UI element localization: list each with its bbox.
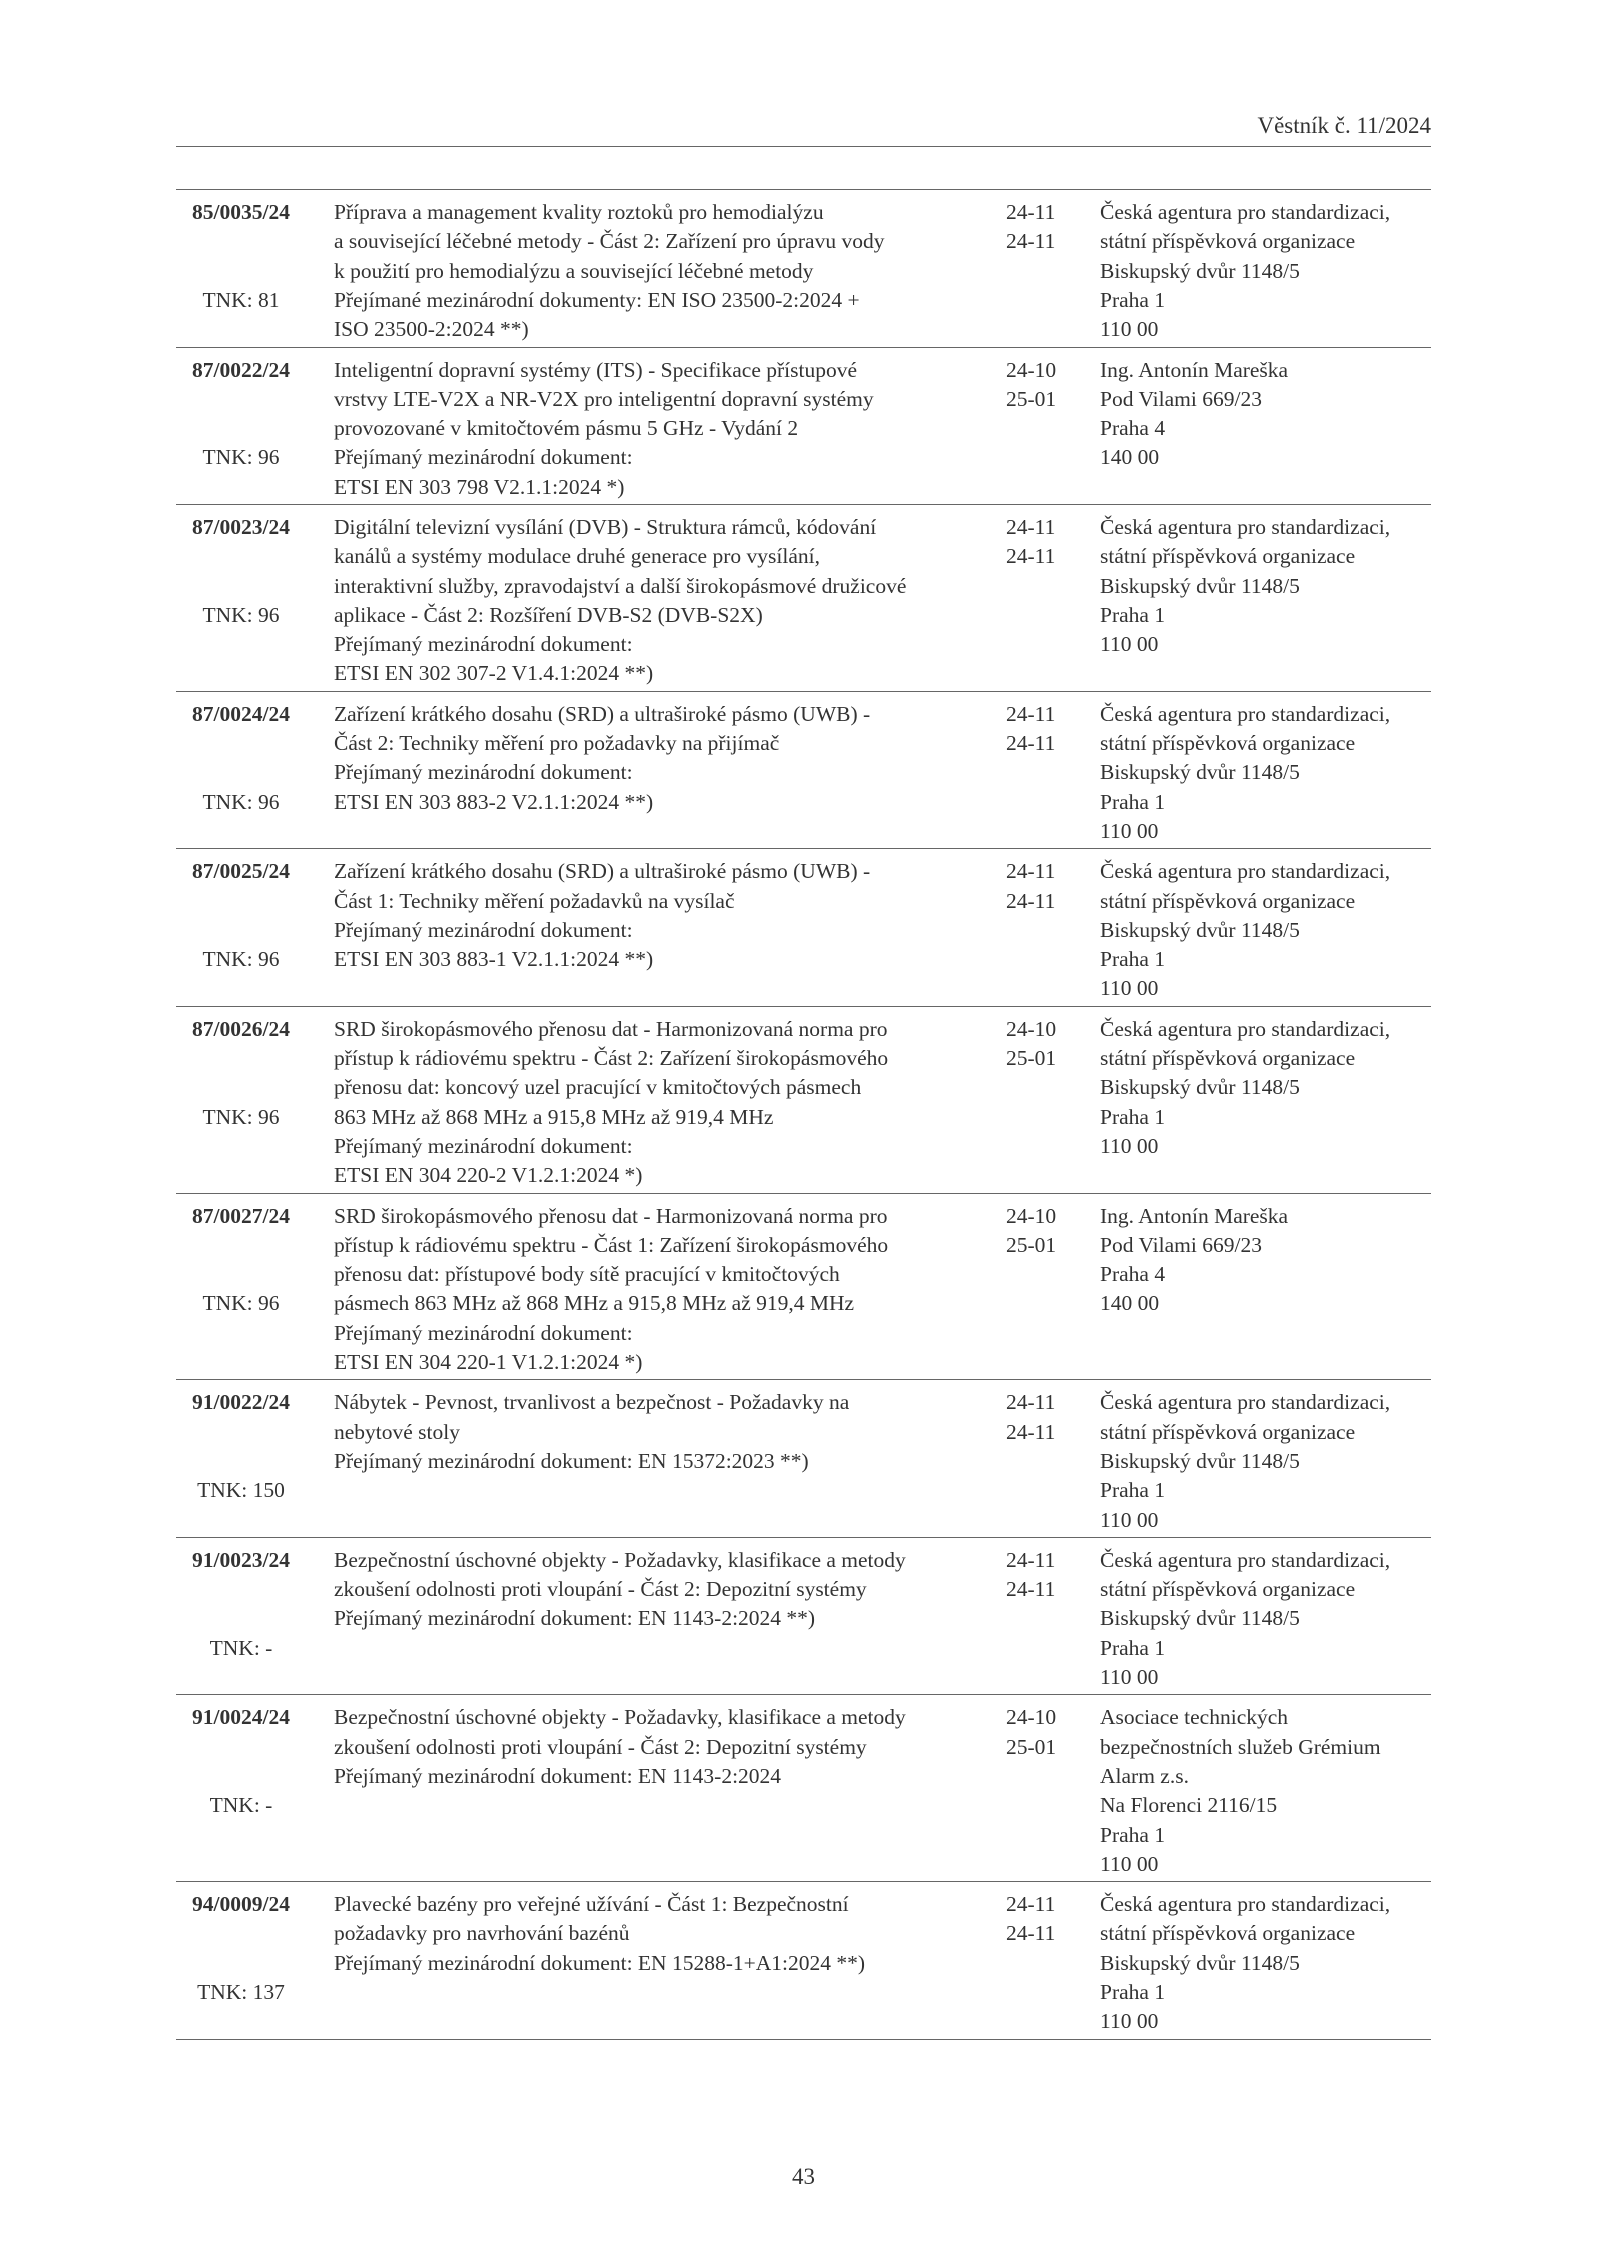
record-title <box>334 513 994 689</box>
record-contact-line: Praha 4 <box>1100 416 1166 441</box>
record-date-start: 24-11 <box>1006 1547 1056 1572</box>
record-contact-line: Praha 1 <box>1100 1104 1166 1129</box>
record-tnk: TNK: 96 <box>202 1291 280 1316</box>
record-contact-line: 110 00 <box>1100 1851 1159 1876</box>
record-contact-line: Asociace technických <box>1100 1705 1289 1730</box>
record-contact-line: Praha 1 <box>1100 287 1166 312</box>
record-contact-line: státní příspěvková organizace <box>1100 1419 1356 1444</box>
record-id-column <box>176 198 306 345</box>
record-title-line: ETSI EN 304 220-1 V1.2.1:2024 *) <box>334 1350 643 1375</box>
record-number: 91/0023/24 <box>192 1547 290 1572</box>
record-contact-line: 110 00 <box>1100 1507 1159 1532</box>
record-date-end: 24-11 <box>1006 229 1056 254</box>
record-title-line: Bezpečnostní úschovné objekty - Požadavky, klasifikace a metody <box>334 1705 906 1730</box>
record-title <box>334 700 994 817</box>
table-row <box>176 849 1431 1007</box>
table-row <box>176 348 1431 506</box>
record-title-line: ISO 23500-2:2024 **) <box>334 317 529 342</box>
record-title-line: Přejímaný mezinárodní dokument: EN 15288-1+A1:2024 **) <box>334 1950 866 1975</box>
record-number: 94/0009/24 <box>192 1892 290 1917</box>
record-number: 87/0023/24 <box>192 515 290 539</box>
record-contact-line: státní příspěvková organizace <box>1100 731 1356 756</box>
record-tnk: TNK: 81 <box>202 287 280 312</box>
record-tnk: TNK: 137 <box>197 1980 285 2005</box>
record-title-line: Přejímaný mezinárodní dokument: <box>334 445 633 470</box>
record-title-line: zkoušení odolnosti proti vloupání - Část 2: Depozitní systémy <box>334 1734 867 1759</box>
record-date-end: 25-01 <box>1006 1734 1057 1759</box>
record-contact <box>1100 1890 1431 2036</box>
record-date-end: 24-11 <box>1006 1921 1056 1946</box>
record-contact-line: Praha 4 <box>1100 1262 1166 1287</box>
record-id-column <box>176 1546 306 1693</box>
record-contact-line: Praha 1 <box>1100 1478 1166 1503</box>
record-tnk: TNK: 150 <box>197 1478 285 1503</box>
record-id-column <box>176 1890 306 2037</box>
record-title-line: přenosu dat: koncový uzel pracující v kmitočtových pásmech <box>334 1075 862 1100</box>
record-date-start: 24-11 <box>1006 515 1056 539</box>
record-contact <box>1100 356 1431 473</box>
record-title-line: SRD širokopásmového přenosu dat - Harmonizovaná norma pro <box>334 1203 888 1228</box>
record-title-line: ETSI EN 304 220-2 V1.2.1:2024 *) <box>334 1163 643 1188</box>
record-date-end: 24-11 <box>1006 1419 1056 1444</box>
record-dates <box>1006 1890 1055 1949</box>
record-contact-line: Praha 1 <box>1100 602 1166 627</box>
record-title-line: pásmech 863 MHz až 868 MHz a 915,8 MHz až 919,4 MHz <box>334 1291 855 1316</box>
record-dates <box>1006 1546 1055 1605</box>
record-number: 91/0022/24 <box>192 1390 290 1415</box>
record-id-column <box>176 1015 306 1191</box>
record-title <box>334 1890 994 1978</box>
record-title-line: Přejímaný mezinárodní dokument: EN 1143-2:2024 <box>334 1763 782 1788</box>
record-contact-line: Praha 1 <box>1100 1635 1166 1660</box>
record-contact <box>1100 1546 1431 1692</box>
record-title-line: přístup k rádiovému spektru - Část 2: Zařízení širokopásmového <box>334 1046 889 1071</box>
record-id-column <box>176 1202 306 1378</box>
record-tnk: TNK: 96 <box>202 1104 280 1129</box>
record-title-line: 863 MHz až 868 MHz a 915,8 MHz až 919,4 MHz <box>334 1104 774 1129</box>
record-title-line: vrstvy LTE-V2X a NR-V2X pro inteligentní dopravní systémy <box>334 386 874 411</box>
record-contact-line: Na Florenci 2116/15 <box>1100 1793 1278 1818</box>
record-contact-line: Praha 1 <box>1100 1980 1166 2005</box>
record-number: 91/0024/24 <box>192 1705 290 1730</box>
record-date-start: 24-11 <box>1006 859 1056 884</box>
table-row <box>176 1695 1431 1882</box>
record-contact-line: státní příspěvková organizace <box>1100 1577 1356 1602</box>
records-table <box>176 189 1431 2040</box>
record-title-line: Příprava a management kvality roztoků pro hemodialýzu <box>334 200 824 224</box>
record-contact-line: Biskupský dvůr 1148/5 <box>1100 1950 1300 1975</box>
record-contact-line: Česká agentura pro standardizaci, <box>1100 859 1391 884</box>
record-title-line: Inteligentní dopravní systémy (ITS) - Specifikace přístupové <box>334 357 858 382</box>
record-contact-line: Biskupský dvůr 1148/5 <box>1100 1075 1300 1100</box>
record-number: 87/0024/24 <box>192 701 290 726</box>
record-title-line: Přejímaný mezinárodní dokument: <box>334 1320 633 1345</box>
record-title-line: Přejímaný mezinárodní dokument: <box>334 917 633 942</box>
record-title-line: Přejímaný mezinárodní dokument: <box>334 1133 633 1158</box>
record-number: 87/0027/24 <box>192 1203 290 1228</box>
record-contact-line: státní příspěvková organizace <box>1100 1921 1356 1946</box>
record-dates <box>1006 513 1055 572</box>
record-contact-line: Biskupský dvůr 1148/5 <box>1100 1448 1300 1473</box>
record-contact-line: 110 00 <box>1100 2009 1159 2034</box>
record-contact-line: 110 00 <box>1100 632 1159 657</box>
record-date-start: 24-10 <box>1006 1016 1057 1041</box>
record-contact-line: Biskupský dvůr 1148/5 <box>1100 1606 1300 1631</box>
table-row <box>176 190 1431 348</box>
record-contact-line: 110 00 <box>1100 818 1159 843</box>
table-row <box>176 1007 1431 1194</box>
record-contact-line: 140 00 <box>1100 1291 1160 1316</box>
record-contact-line: státní příspěvková organizace <box>1100 1046 1356 1071</box>
record-title <box>334 1703 994 1791</box>
record-id-column <box>176 356 306 503</box>
record-title-line: požadavky pro navrhování bazénů <box>334 1921 630 1946</box>
record-contact-line: Biskupský dvůr 1148/5 <box>1100 760 1300 785</box>
record-title-line: Přejímaný mezinárodní dokument: EN 1143-2:2024 **) <box>334 1606 816 1631</box>
table-row <box>176 1194 1431 1381</box>
record-contact-line: Česká agentura pro standardizaci, <box>1100 200 1391 224</box>
record-date-start: 24-11 <box>1006 701 1056 726</box>
record-title-line: Přejímaný mezinárodní dokument: <box>334 632 633 657</box>
record-title <box>334 1546 994 1634</box>
record-contact <box>1100 857 1431 1003</box>
record-title-line: zkoušení odolnosti proti vloupání - Část 2: Depozitní systémy <box>334 1577 867 1602</box>
record-contact-line: Česká agentura pro standardizaci, <box>1100 515 1391 539</box>
record-contact <box>1100 700 1431 846</box>
record-contact-line: Biskupský dvůr 1148/5 <box>1100 917 1300 942</box>
record-title-line: Přejímané mezinárodní dokumenty: EN ISO 23500-2:2024 + <box>334 287 860 312</box>
record-title-line: Zařízení krátkého dosahu (SRD) a ultraširoké pásmo (UWB) - <box>334 859 871 884</box>
record-title-line: přístup k rádiovému spektru - Část 1: Zařízení širokopásmového <box>334 1232 889 1257</box>
record-id-column <box>176 1703 306 1879</box>
record-number: 87/0022/24 <box>192 357 290 382</box>
record-number: 85/0035/24 <box>192 200 290 224</box>
record-title-line: SRD širokopásmového přenosu dat - Harmonizovaná norma pro <box>334 1016 888 1041</box>
record-contact-line: 110 00 <box>1100 1665 1159 1690</box>
record-title-line: kanálů a systémy modulace druhé generace pro vysílání, <box>334 544 820 569</box>
record-contact-line: Česká agentura pro standardizaci, <box>1100 1892 1391 1917</box>
record-id-column <box>176 513 306 689</box>
record-tnk: TNK: 96 <box>202 789 280 814</box>
record-contact-line: 110 00 <box>1100 1133 1159 1158</box>
record-title-line: ETSI EN 303 883-1 V2.1.1:2024 **) <box>334 947 654 972</box>
record-title-line: a související léčebné metody - Část 2: Zařízení pro úpravu vody <box>334 229 885 254</box>
record-contact-line: Ing. Antonín Mareška <box>1100 1203 1289 1228</box>
record-number: 87/0025/24 <box>192 859 290 884</box>
record-contact-line: státní příspěvková organizace <box>1100 888 1356 913</box>
record-title-line: interaktivní služby, zpravodajství a další širokopásmové družicové <box>334 573 907 598</box>
record-contact <box>1100 1202 1431 1319</box>
record-contact <box>1100 513 1431 659</box>
record-dates <box>1006 198 1055 257</box>
record-dates <box>1006 356 1056 415</box>
record-title-line: Bezpečnostní úschovné objekty - Požadavky, klasifikace a metody <box>334 1547 906 1572</box>
page-number: 43 <box>792 2164 815 2189</box>
table-row <box>176 1380 1431 1538</box>
record-dates <box>1006 1015 1056 1074</box>
record-tnk: TNK: 96 <box>202 602 280 627</box>
record-contact-line: Česká agentura pro standardizaci, <box>1100 1016 1391 1041</box>
table-row <box>176 505 1431 692</box>
record-date-end: 24-11 <box>1006 888 1056 913</box>
record-contact-line: Praha 1 <box>1100 789 1166 814</box>
record-title-line: přenosu dat: přístupové body sítě pracující v kmitočtových <box>334 1262 840 1287</box>
record-date-end: 24-11 <box>1006 544 1056 569</box>
record-title <box>334 857 994 974</box>
record-contact-line: Praha 1 <box>1100 947 1166 972</box>
table-row <box>176 692 1431 850</box>
record-title-line: ETSI EN 302 307-2 V1.4.1:2024 **) <box>334 661 654 686</box>
record-title-line: Přejímaný mezinárodní dokument: <box>334 760 633 785</box>
record-contact <box>1100 1388 1431 1534</box>
record-contact-line: Česká agentura pro standardizaci, <box>1100 1547 1391 1572</box>
record-date-start: 24-10 <box>1006 1705 1057 1730</box>
record-contact-line: bezpečnostních služeb Grémium <box>1100 1734 1381 1759</box>
record-contact-line: Pod Vilami 669/23 <box>1100 386 1262 411</box>
record-contact <box>1100 1015 1431 1161</box>
record-contact-line: státní příspěvková organizace <box>1100 544 1356 569</box>
page-header-title: Věstník č. 11/2024 <box>1257 113 1431 138</box>
record-date-start: 24-11 <box>1006 1892 1056 1917</box>
record-date-start: 24-11 <box>1006 1390 1056 1415</box>
record-contact-line: Ing. Antonín Mareška <box>1100 357 1289 382</box>
table-row <box>176 1538 1431 1696</box>
record-contact-line: Česká agentura pro standardizaci, <box>1100 701 1391 726</box>
record-tnk: TNK: - <box>209 1635 273 1660</box>
record-title-line: Zařízení krátkého dosahu (SRD) a ultraširoké pásmo (UWB) - <box>334 701 871 726</box>
record-date-end: 25-01 <box>1006 1232 1057 1257</box>
table-row <box>176 1882 1431 2040</box>
record-id-column <box>176 857 306 1004</box>
record-dates <box>1006 1703 1056 1762</box>
record-contact-line: Pod Vilami 669/23 <box>1100 1232 1262 1257</box>
record-number: 87/0026/24 <box>192 1016 290 1041</box>
record-date-end: 25-01 <box>1006 386 1057 411</box>
record-contact-line: Česká agentura pro standardizaci, <box>1100 1390 1391 1415</box>
record-contact-line: Praha 1 <box>1100 1822 1166 1847</box>
record-title-line: Část 1: Techniky měření požadavků na vysílač <box>334 888 735 913</box>
record-title-line: Přejímaný mezinárodní dokument: EN 15372:2023 **) <box>334 1448 809 1473</box>
record-title-line: k použití pro hemodialýzu a související léčebné metody <box>334 258 814 283</box>
record-title-line: Digitální televizní vysílání (DVB) - Struktura rámců, kódování <box>334 515 877 539</box>
record-dates <box>1006 1202 1056 1261</box>
record-contact-line: 140 00 <box>1100 445 1160 470</box>
record-title-line: nebytové stoly <box>334 1419 460 1444</box>
record-date-end: 24-11 <box>1006 1577 1056 1602</box>
record-title-line: ETSI EN 303 798 V2.1.1:2024 *) <box>334 474 625 499</box>
record-contact-line: 110 00 <box>1100 976 1159 1001</box>
record-tnk: TNK: 96 <box>202 445 280 470</box>
record-title <box>334 1388 994 1476</box>
record-title-line: provozované v kmitočtovém pásmu 5 GHz - Vydání 2 <box>334 416 799 441</box>
record-title <box>334 1015 994 1191</box>
record-contact <box>1100 1703 1431 1879</box>
record-dates <box>1006 857 1055 916</box>
record-title <box>334 198 994 344</box>
record-id-column <box>176 1388 306 1535</box>
record-date-start: 24-11 <box>1006 200 1056 224</box>
record-title-line: aplikace - Část 2: Rozšíření DVB-S2 (DVB-S2X) <box>334 602 763 627</box>
record-contact-line: Biskupský dvůr 1148/5 <box>1100 573 1300 598</box>
record-title-line: Plavecké bazény pro veřejné užívání - Část 1: Bezpečnostní <box>334 1892 849 1917</box>
record-title-line: ETSI EN 303 883-2 V2.1.1:2024 **) <box>334 789 654 814</box>
record-dates <box>1006 700 1055 759</box>
header-divider <box>176 146 1431 147</box>
record-title <box>334 356 994 502</box>
record-date-start: 24-10 <box>1006 357 1057 382</box>
record-contact <box>1100 198 1431 344</box>
record-date-start: 24-10 <box>1006 1203 1057 1228</box>
record-title-line: Část 2: Techniky měření pro požadavky na přijímač <box>334 731 780 756</box>
record-contact-line: Biskupský dvůr 1148/5 <box>1100 258 1300 283</box>
record-title-line: Nábytek - Pevnost, trvanlivost a bezpečnost - Požadavky na <box>334 1390 850 1415</box>
record-contact-line: státní příspěvková organizace <box>1100 229 1356 254</box>
record-tnk: TNK: - <box>209 1793 273 1818</box>
record-contact-line: 110 00 <box>1100 317 1159 342</box>
record-contact-line: Alarm z.s. <box>1100 1763 1189 1788</box>
record-date-end: 25-01 <box>1006 1046 1057 1071</box>
record-id-column <box>176 700 306 847</box>
record-dates <box>1006 1388 1055 1447</box>
record-date-end: 24-11 <box>1006 731 1056 756</box>
record-title <box>334 1202 994 1378</box>
record-tnk: TNK: 96 <box>202 947 280 972</box>
